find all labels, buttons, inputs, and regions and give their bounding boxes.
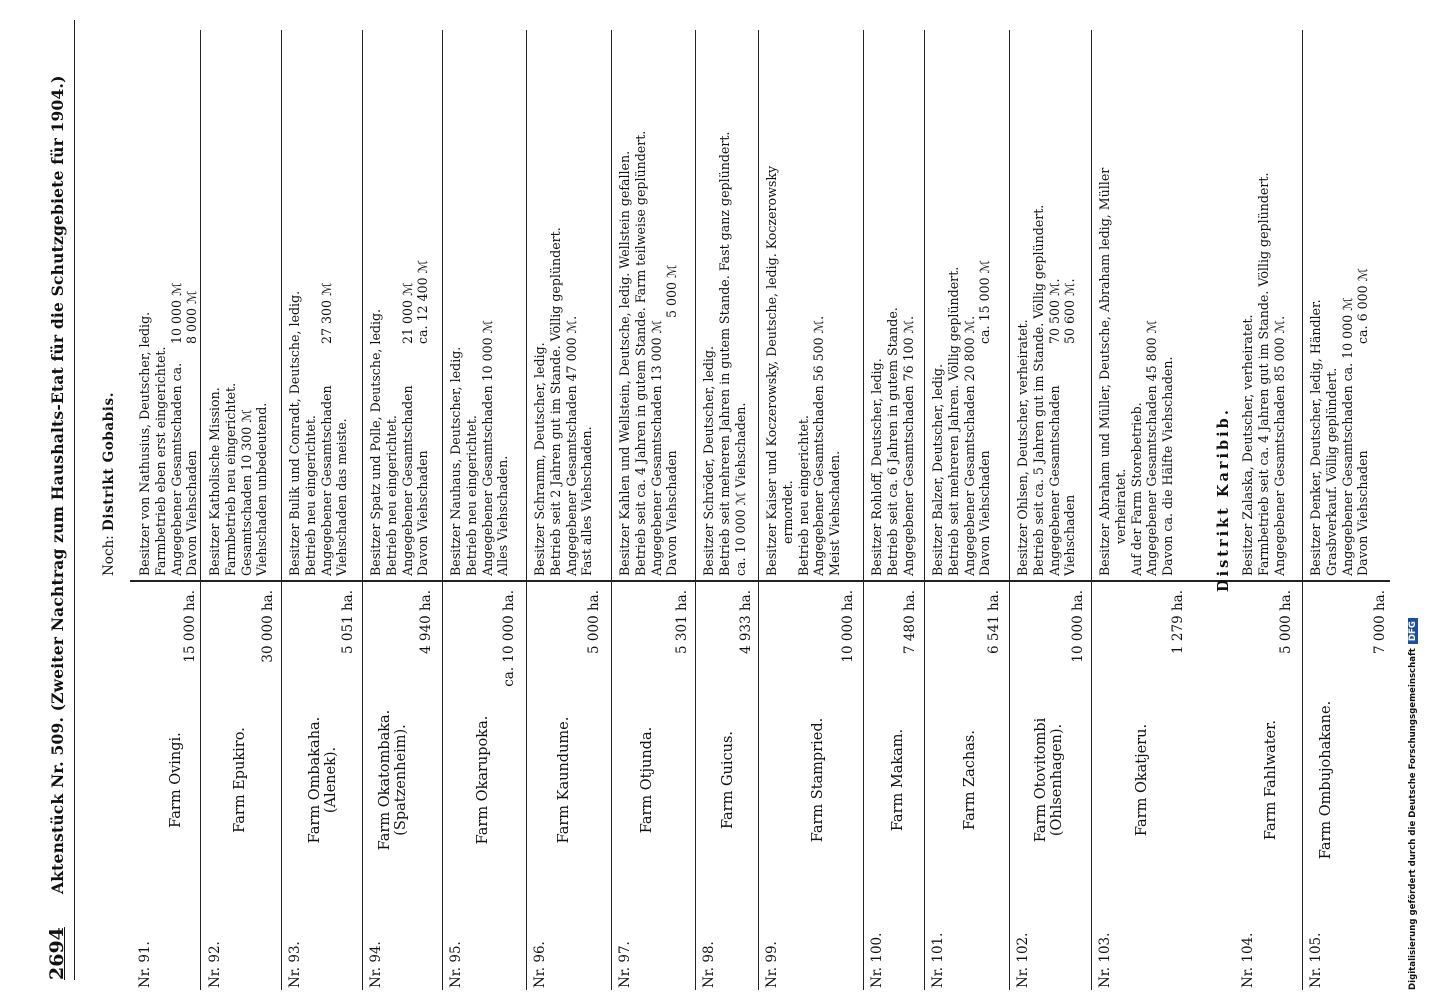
detail-text: Betrieb neu eingerichtet. xyxy=(795,415,811,576)
detail-line xyxy=(319,16,335,576)
page-number: 2694 xyxy=(46,927,68,980)
detail-text: Angegebener Gesamtschaden ca. 10 000 ℳ xyxy=(1339,297,1355,576)
column-divider xyxy=(130,580,1390,582)
entry-details xyxy=(1308,16,1371,576)
detail-line xyxy=(1031,16,1047,576)
farm-name-line: Farm Fahlwater. xyxy=(1263,719,1279,841)
detail-text: Angegebener Gesamtschaden 10 000 ℳ xyxy=(479,319,495,576)
detail-line xyxy=(946,16,962,576)
entry-number: Nr. 100. xyxy=(869,932,885,988)
row-rule xyxy=(1091,30,1092,990)
subheading-prefix: Noch: xyxy=(101,535,117,576)
detail-text: Angegebener Gesamtschaden 85 000 ℳ. xyxy=(1271,315,1287,576)
detail-text: Besitzer Schramm, Deutscher, ledig. xyxy=(532,342,547,576)
detail-line xyxy=(930,16,946,576)
detail-text: Besitzer Balzer, Deutscher, ledig. xyxy=(930,364,945,576)
entry-details xyxy=(532,16,595,576)
farm-name-line: Farm Epukiro. xyxy=(232,727,248,833)
detail-line xyxy=(303,16,319,576)
page-title: Aktenstück Nr. 509. (Zweiter Nachtrag zum Haushalts-Etat für die Schutzgebiete für 1904.) xyxy=(48,75,67,894)
detail-line xyxy=(962,16,978,576)
detail-text: Besitzer Kahlen und Wellstein, Deutsche, ledig. Wellstein gefallen. xyxy=(617,150,632,576)
farm-name-line: Farm Kaundume. xyxy=(556,716,572,844)
farm-area: 15 000 ha. xyxy=(182,590,198,663)
detail-line xyxy=(633,16,649,576)
farm-name xyxy=(810,630,826,930)
detail-text: Meist Viehschaden. xyxy=(827,450,843,576)
detail-text: Viehschaden unbedeutend. xyxy=(254,402,270,576)
detail-text: verheiratet. xyxy=(1112,468,1128,544)
farm-name-line: (Spatzenheim). xyxy=(393,724,409,836)
entry-number: Nr. 99. xyxy=(764,941,780,988)
digitization-credit xyxy=(1408,618,1418,990)
detail-amount: 70 500 ℳ. xyxy=(1046,278,1062,344)
entry-number: Nr. 93. xyxy=(287,941,303,988)
detail-line xyxy=(869,16,885,576)
farm-area: 5 000 ha. xyxy=(586,590,602,654)
detail-text: Davon Viehschaden xyxy=(1355,450,1371,576)
detail-line xyxy=(1240,16,1256,576)
detail-amount: 27 300 ℳ xyxy=(318,282,334,344)
detail-text: Besitzer Zalaska, Deutscher, verheiratet. xyxy=(1240,314,1255,576)
detail-line xyxy=(1340,16,1356,576)
farm-name xyxy=(307,630,339,930)
detail-text: Davon Viehschaden xyxy=(184,450,200,576)
detail-text: Besitzer Rohloff, Deutscher, ledig. xyxy=(869,358,884,576)
detail-line xyxy=(368,16,384,576)
detail-line xyxy=(239,16,255,576)
farm-name-line: Farm Ovingi. xyxy=(168,732,184,828)
detail-line xyxy=(796,16,812,576)
detail-line xyxy=(480,16,496,576)
credit-text: Digitalisierung gefördert durch die Deutsche Forschungsgemeinschaft xyxy=(1408,648,1418,990)
entry-number: Nr. 104. xyxy=(1240,932,1256,988)
farm-name-line: Farm Ombakaha. xyxy=(307,716,323,844)
farm-area: 10 000 ha. xyxy=(1070,590,1086,663)
detail-line xyxy=(649,16,665,576)
farm-name-line: Farm Makam. xyxy=(890,728,906,832)
farm-area: 6 541 ha. xyxy=(986,590,1002,654)
detail-line xyxy=(1256,16,1272,576)
entry-details xyxy=(930,16,993,576)
detail-line xyxy=(977,16,993,576)
detail-text: Farmbetrieb eben erst eingerichtet. xyxy=(152,346,168,576)
detail-line xyxy=(254,16,270,576)
detail-text: Besitzer Katholische Mission. xyxy=(207,387,222,576)
farm-name-line: (Ohlsenhagen). xyxy=(1049,723,1065,837)
detail-line xyxy=(764,16,780,576)
detail-text: Angegebener Gesamtschaden ca. xyxy=(168,362,184,576)
detail-line xyxy=(901,16,917,576)
farm-area: 30 000 ha. xyxy=(260,590,276,663)
detail-line xyxy=(223,16,239,576)
entry-details xyxy=(287,16,350,576)
detail-line xyxy=(1272,16,1288,576)
entry-number: Nr. 97. xyxy=(617,941,633,988)
entry-number: Nr. 94. xyxy=(368,941,384,988)
entry-details xyxy=(207,16,270,576)
entry-details xyxy=(869,16,916,576)
detail-text: Angegebener Gesamtschaden xyxy=(1046,385,1062,576)
farm-name xyxy=(475,630,491,930)
farm-area: 4 940 ha. xyxy=(418,590,434,654)
entry-details xyxy=(764,16,843,576)
detail-amount: 21 000 ℳ xyxy=(399,282,415,344)
detail-line xyxy=(1113,16,1129,576)
detail-line xyxy=(184,16,200,576)
detail-text: Betrieb seit ca. 6 Jahren in gutem Stande. xyxy=(884,307,900,576)
detail-text: Besitzer von Nathusius, Deutscher, ledig. xyxy=(137,311,152,576)
entry-number: Nr. 101. xyxy=(930,932,946,988)
entry-number: Nr. 91. xyxy=(137,941,153,988)
farm-area: 5 051 ha. xyxy=(340,590,356,654)
detail-line xyxy=(400,16,416,576)
district-heading-karibib: Distrikt Karibib. xyxy=(1215,407,1232,592)
entry-number: Nr. 92. xyxy=(207,941,223,988)
detail-amount: 5 000 ℳ xyxy=(664,264,680,318)
detail-text: Angegebener Gesamtschaden 47 000 ℳ. xyxy=(563,315,579,576)
row-rule xyxy=(863,30,864,990)
detail-line xyxy=(1062,16,1078,576)
detail-text: Davon Viehschaden xyxy=(977,450,993,576)
detail-text: Grasbverkauf. Völlig geplündert. xyxy=(1323,367,1339,576)
farm-name-line: Farm Okatombaka. xyxy=(377,709,393,851)
row-rule xyxy=(526,30,527,990)
entry-number: Nr. 96. xyxy=(532,941,548,988)
farm-name-line: (Alenek). xyxy=(323,746,339,814)
detail-line xyxy=(827,16,843,576)
detail-amount: 10 000 ℳ xyxy=(168,282,184,344)
farm-name-line: Farm Stampried. xyxy=(810,717,826,843)
detail-line xyxy=(532,16,548,576)
detail-line xyxy=(1047,16,1063,576)
farm-name xyxy=(720,630,736,930)
entry-details xyxy=(137,16,200,576)
dfg-logo: DFG xyxy=(1408,618,1418,644)
detail-text: Viehschaden das meiste. xyxy=(334,418,350,576)
detail-line xyxy=(448,16,464,576)
farm-area: 5 000 ha. xyxy=(1278,590,1294,654)
detail-text: Betrieb neu eingerichtet. xyxy=(383,415,399,576)
farm-area: ca. 10 000 ha. xyxy=(501,590,517,687)
detail-line xyxy=(617,16,633,576)
detail-line xyxy=(1355,16,1371,576)
farm-name-line: Farm Otovitombi xyxy=(1033,717,1049,843)
farm-area: 5 301 ha. xyxy=(674,590,690,654)
farm-name xyxy=(556,630,572,930)
entry-number: Nr. 103. xyxy=(1097,932,1113,988)
detail-text: Besitzer Spatz und Polle, Deutsche, ledig. xyxy=(368,308,383,576)
detail-text: Farmbetrieb neu eingerichtet. xyxy=(222,382,238,576)
farm-name xyxy=(377,630,409,930)
detail-line xyxy=(1097,16,1113,576)
detail-line xyxy=(548,16,564,576)
farm-name xyxy=(962,630,978,930)
row-rule xyxy=(611,30,612,990)
entry-details xyxy=(368,16,431,576)
row-rule xyxy=(281,30,282,990)
detail-text: ca. 10 000 ℳ Viehschaden. xyxy=(732,402,748,576)
detail-line xyxy=(153,16,169,576)
detail-text: Besitzer Nauhaus, Deutscher, ledig. xyxy=(448,346,463,576)
farm-name-line: Farm Otjunda. xyxy=(639,726,655,834)
detail-text: Betrieb seit mehreren Jahren in gutem Stande. Fast ganz geplündert. xyxy=(716,131,732,576)
entry-number: Nr. 102. xyxy=(1015,932,1031,988)
detail-line xyxy=(464,16,480,576)
row-rule xyxy=(362,30,363,990)
row-rule xyxy=(442,30,443,990)
detail-text: Gesamtschaden 10 300 ℳ xyxy=(238,409,254,576)
detail-text: Angegebener Gesamtschaden 76 100 ℳ. xyxy=(900,315,916,576)
subheading-label: Distrikt Gobabis. xyxy=(101,391,117,531)
entry-number: Nr. 98. xyxy=(701,941,717,988)
detail-text: Besitzer Abraham und Müller, Deutsche, Abraham ledig, Müller xyxy=(1097,167,1112,576)
detail-text: Betrieb neu eingerichtet. xyxy=(302,415,318,576)
detail-line xyxy=(169,16,185,576)
farm-area: 4 933 ha. xyxy=(738,590,754,654)
detail-line xyxy=(664,16,680,576)
detail-line xyxy=(1144,16,1160,576)
detail-text: Angegebener Gesamtschaden xyxy=(399,385,415,576)
detail-amount: 8 000 ℳ xyxy=(184,290,200,344)
detail-text: Farmbetrieb seit ca. 4 Jahren gut im Stande. Völlig geplündert. xyxy=(1255,172,1271,576)
row-rule xyxy=(924,30,925,990)
farm-name-line: Farm Guicus. xyxy=(720,730,736,830)
detail-line xyxy=(1324,16,1340,576)
row-rule xyxy=(1302,30,1303,990)
entry-details xyxy=(701,16,748,576)
detail-amount: ca. 12 400 ℳ xyxy=(415,259,431,344)
detail-text: Davon ca. die Hälfte Viehschaden. xyxy=(1160,356,1176,576)
detail-line xyxy=(1129,16,1145,576)
detail-line xyxy=(780,16,796,576)
detail-line xyxy=(495,16,511,576)
entry-number: Nr. 95. xyxy=(448,941,464,988)
detail-text: Angegebener Gesamtschaden 56 500 ℳ. xyxy=(811,315,827,576)
detail-line xyxy=(207,16,223,576)
row-rule xyxy=(758,30,759,990)
detail-text: Davon Viehschaden xyxy=(664,450,680,576)
detail-text: Davon Viehschaden xyxy=(415,450,431,576)
detail-text: Betrieb seit mehreren Jahren. Völlig geplündert. xyxy=(945,266,961,576)
detail-text: Betrieb seit ca. 4 Jahren in gutem Stande. Farm teilweise geplündert. xyxy=(632,130,648,576)
detail-text: Besitzer Denker, Deutscher, ledig, Händler. xyxy=(1308,299,1323,576)
detail-text: Besitzer Bulik und Conradt, Deutsche, ledig. xyxy=(287,290,302,576)
entry-details xyxy=(448,16,511,576)
farm-name xyxy=(1033,630,1065,930)
detail-text: Alles Viehschaden. xyxy=(495,455,511,576)
detail-line xyxy=(334,16,350,576)
detail-text: Betrieb seit ca. 5 Jahren gut im Stande. Völlig geplündert. xyxy=(1030,204,1046,576)
detail-text: ermordet. xyxy=(779,480,795,544)
farm-name xyxy=(1318,630,1334,930)
detail-line xyxy=(579,16,595,576)
detail-line xyxy=(415,16,431,576)
detail-text: Auf der Farm Storebetrieb. xyxy=(1128,402,1144,576)
farm-name xyxy=(639,630,655,930)
detail-line xyxy=(1015,16,1031,576)
detail-line xyxy=(287,16,303,576)
entry-details xyxy=(1015,16,1078,576)
row-rule xyxy=(1009,30,1010,990)
farm-area: 7 480 ha. xyxy=(902,590,918,654)
farm-name-line: Farm Zachas. xyxy=(962,730,978,830)
farm-name-line: Farm Okatjeru. xyxy=(1134,723,1150,837)
district-subheading xyxy=(101,392,117,576)
farm-name xyxy=(1263,630,1279,930)
detail-line xyxy=(1160,16,1176,576)
entry-details xyxy=(1240,16,1287,576)
detail-text: Betrieb neu eingerichtet. xyxy=(463,415,479,576)
detail-text: Angegebener Gesamtschaden 20 800 ℳ. xyxy=(961,315,977,576)
detail-text: Besitzer Kaiser und Koczerowsky, Deutsche, ledig. Koczerowsky xyxy=(764,165,779,576)
detail-text: Viehschaden xyxy=(1062,494,1078,576)
entry-details xyxy=(617,16,680,576)
farm-area: 10 000 ha. xyxy=(840,590,856,663)
detail-line xyxy=(701,16,717,576)
detail-text: Fast alles Viehschaden. xyxy=(579,426,595,576)
row-rule xyxy=(695,30,696,990)
detail-text: Angegebener Gesamtschaden 45 800 ℳ xyxy=(1144,319,1160,576)
detail-amount: ca. 15 000 ℳ xyxy=(977,259,993,344)
detail-text: Angegebener Gesamtschaden xyxy=(318,385,334,576)
farm-name-line: Farm Okarupoka. xyxy=(475,715,491,845)
detail-text: Angegebener Gesamtschaden 13 000 ℳ xyxy=(648,319,664,576)
detail-text: Besitzer Ohlsen, Deutscher, verheiratet. xyxy=(1015,319,1030,576)
detail-amount: ca. 6 000 ℳ xyxy=(1355,267,1371,344)
farm-name-line: Farm Ombujohakane. xyxy=(1318,700,1334,860)
page-header xyxy=(40,20,75,980)
detail-line xyxy=(733,16,749,576)
detail-line xyxy=(137,16,153,576)
detail-line xyxy=(717,16,733,576)
entry-number: Nr. 105. xyxy=(1308,932,1324,988)
farm-name xyxy=(1134,630,1150,930)
detail-line xyxy=(564,16,580,576)
farm-name xyxy=(232,630,248,930)
detail-line xyxy=(384,16,400,576)
detail-line xyxy=(1308,16,1324,576)
detail-line xyxy=(811,16,827,576)
entry-details xyxy=(1097,16,1176,576)
farm-area: 1 279 ha. xyxy=(1170,590,1186,654)
farm-area: 7 000 ha. xyxy=(1372,590,1388,654)
detail-amount: 50 600 ℳ. xyxy=(1062,278,1078,344)
detail-text: Besitzer Schröder, Deutscher, ledig. xyxy=(701,345,716,576)
detail-text: Betrieb seit 2 Jahren gut im Stande. Völlig geplündert. xyxy=(547,227,563,576)
detail-line xyxy=(885,16,901,576)
